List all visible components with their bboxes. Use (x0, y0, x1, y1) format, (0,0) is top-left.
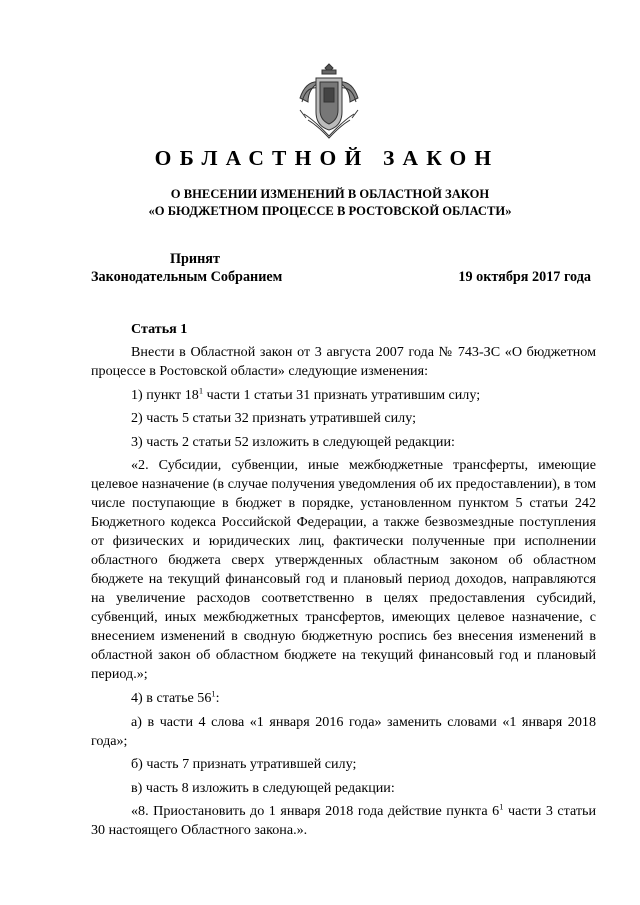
coat-of-arms-emblem (294, 58, 364, 142)
law-subtitle-line-1: О ВНЕСЕНИИ ИЗМЕНЕНИЙ В ОБЛАСТНОЙ ЗАКОН (170, 187, 490, 201)
amendment-item-1: 1) пункт $18^1$ части 1 статьи 31 признать утратившим силу; (131, 384, 481, 403)
amendment-item-2: 2) часть 5 статьи 32 признать утратившей силу; (131, 410, 416, 427)
law-subtitle-line-2: «О БЮДЖЕТНОМ ПРОЦЕССЕ В РОСТОВСКОЙ ОБЛАСТИ» (148, 204, 512, 218)
adoption-date: 19 октября 2017 года (458, 269, 591, 285)
adopted-by-label: Законодательным Собранием (91, 269, 283, 285)
sub-item-a: а) в части 4 слова «1 января 2016 года» заменить словами «1 января 2018 года»; (91, 713, 596, 749)
sub-item-c: в) часть 8 изложить в следующей редакции: (131, 779, 395, 796)
quoted-text-2: «8. Приостановить до 1 января 2018 года действие пункта $6^1$ части 3 статьи 30 настоящего Областного закона.». (91, 801, 596, 839)
sub-item-b: б) часть 7 признать утратившей силу; (131, 756, 357, 773)
law-body (91, 320, 596, 845)
adopted-label: Принят (170, 251, 220, 267)
amendment-item-4: 4) в статье $56^1$: (131, 688, 220, 706)
law-type-title: ОБЛАСТНОЙ ЗАКОН (154, 146, 500, 170)
article-intro: Внести в Областной закон от 3 августа 2007 года № 743-ЗС «О бюджетном процессе в Ростовской области» следующие изменения: (91, 344, 596, 379)
quoted-text-1: «2. Субсидии, субвенции, иные межбюджетные трансферты, имеющие целевое назначение (в случае получения уведомления об их предоставлении), в том числе поступающие в бюджет в порядке, установленном пунктом 5 статьи 242 Бюджетного кодекса Российской Федерации, а также безвозмездные поступления от физических и юридических лиц, фактически полученные при исполнении областного бюджета сверх утвержденных областным законом об областном бюджете на текущий финансовый год и плановый период доходов, направляются на увеличение расходов соответственно в целях предоставления субсидий, субвенций, иных межбюджетных трансфертов, имеющих целевое назначение, с внесением изменений в сводную бюджетную роспись без внесения изменений в областной закон об областном бюджете на текущий финансовый год и плановый период.»; (91, 457, 596, 683)
amendment-item-3: 3) часть 2 статьи 52 изложить в следующей редакции: (131, 433, 455, 450)
article-heading: Статья 1 (131, 321, 188, 337)
